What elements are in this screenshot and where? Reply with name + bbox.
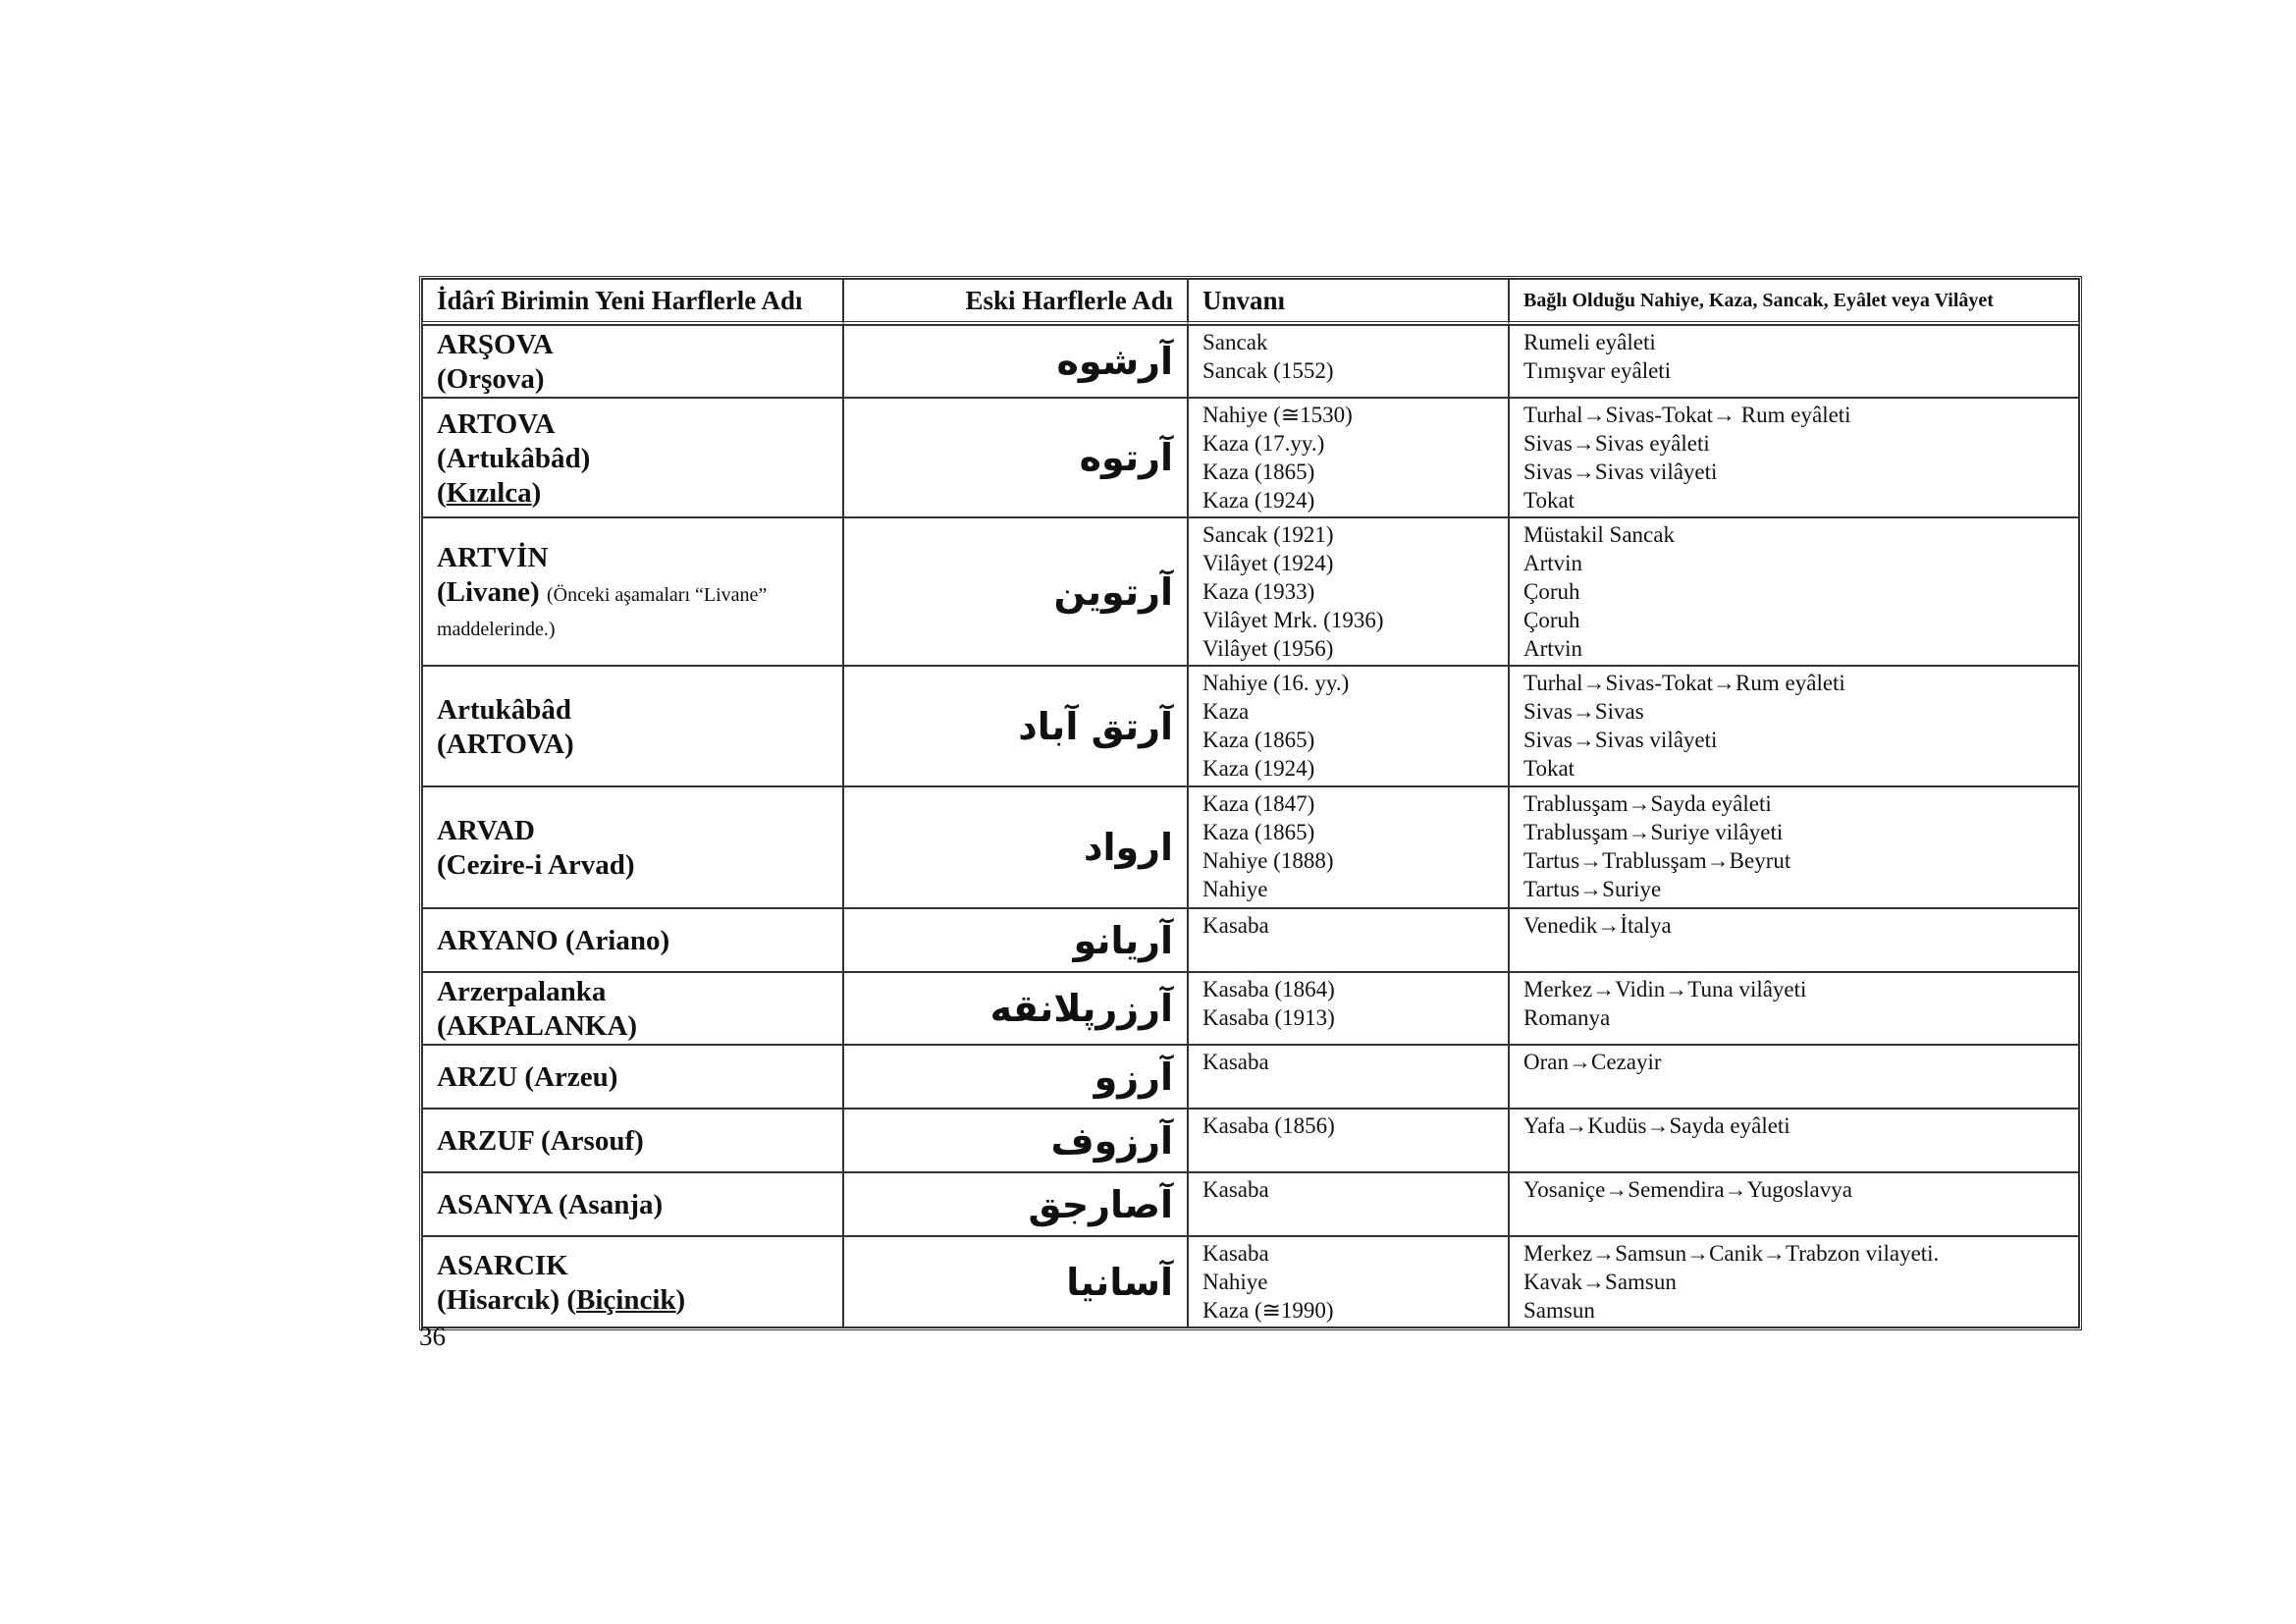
name-line <box>437 1009 828 1044</box>
ottoman-name: آرتق آباد <box>1018 704 1173 748</box>
title-entry: Nahiye <box>1202 1270 1268 1294</box>
affiliation-entry: Artvin <box>1523 636 1583 661</box>
name-line <box>437 362 828 397</box>
modern-name-cell <box>422 1236 843 1327</box>
title-cell <box>1188 325 1509 398</box>
modern-name-cell <box>422 398 843 517</box>
table-row <box>422 398 2079 517</box>
title-cell <box>1188 666 1509 786</box>
affiliation-entry: Kavak→Samsun <box>1523 1270 1677 1294</box>
ottoman-name: آريانو <box>1073 918 1173 962</box>
table-row <box>422 1236 2079 1327</box>
name-line <box>437 924 828 958</box>
name-segment: ARTVİN <box>437 542 549 573</box>
title-entry: Kaza (1865) <box>1202 728 1315 752</box>
affiliation-cell <box>1509 398 2079 517</box>
name-line <box>437 975 828 1009</box>
title-cell <box>1188 398 1509 517</box>
name-line <box>437 328 828 362</box>
name-segment: ARTOVA <box>437 407 556 440</box>
name-line <box>437 1124 828 1159</box>
title-entry: Nahiye <box>1202 877 1268 901</box>
name-segment: ( <box>437 476 447 509</box>
affiliation-entry: Tokat <box>1523 488 1575 513</box>
table-row <box>422 908 2079 972</box>
affiliation-cell <box>1509 1172 2079 1236</box>
affiliation-entry: Venedik→İtalya <box>1523 913 1672 938</box>
title-cell <box>1188 1172 1509 1236</box>
header-modern-name: İdârî Birimin Yeni Harflerle Adı <box>422 279 843 325</box>
ottoman-name-cell <box>843 786 1188 908</box>
name-line <box>437 1060 828 1095</box>
affiliation-entry: Rumeli eyâleti <box>1523 330 1656 354</box>
title-entry: Sancak (1921) <box>1202 522 1334 547</box>
title-entry: Kasaba (1856) <box>1202 1113 1335 1138</box>
name-line <box>437 848 828 883</box>
ottoman-name: آسانيا <box>1066 1260 1173 1304</box>
modern-name-cell <box>422 972 843 1045</box>
title-entry: Kasaba <box>1202 1050 1269 1074</box>
name-line <box>437 693 828 728</box>
affiliation-entry: Tartus→Trablusşam→Beyrut <box>1523 848 1791 873</box>
title-entry: Vilâyet (1924) <box>1202 551 1334 575</box>
ottoman-name: آرزو <box>1094 1055 1173 1099</box>
name-line <box>437 1188 828 1222</box>
name-segment: ARZUF (Arsouf) <box>437 1125 644 1157</box>
modern-name-cell <box>422 1045 843 1109</box>
affiliation-entry: Sivas→Sivas vilâyeti <box>1523 460 1718 484</box>
ottoman-name: آصارجق <box>1028 1182 1173 1226</box>
name-line <box>437 476 828 511</box>
table-header-row <box>422 279 2079 325</box>
name-line <box>437 814 828 848</box>
current-name-underlined: Kızılca <box>446 476 532 509</box>
title-cell <box>1188 517 1509 666</box>
gazetteer-table <box>419 276 2082 1330</box>
ottoman-name: ارواد <box>1083 826 1173 869</box>
affiliation-entry: Tımışvar eyâleti <box>1523 358 1672 383</box>
title-entry: Kaza (1865) <box>1202 820 1315 844</box>
title-entry: Kaza (1924) <box>1202 488 1315 513</box>
name-segment: ARŞOVA <box>437 329 554 360</box>
ottoman-name: آرتوين <box>1053 569 1173 614</box>
ottoman-name: آرشوه <box>1056 340 1173 383</box>
title-entry: Kaza (1924) <box>1202 756 1315 781</box>
ottoman-name-cell <box>843 1236 1188 1327</box>
name-segment: ARYANO (Ariano) <box>437 925 670 956</box>
affiliation-entry: Artvin <box>1523 551 1583 575</box>
affiliation-entry: Müstakil Sancak <box>1523 522 1675 547</box>
ottoman-name-cell <box>843 666 1188 786</box>
ottoman-name-cell <box>843 1109 1188 1172</box>
affiliation-cell <box>1509 666 2079 786</box>
ottoman-name-cell <box>843 1045 1188 1109</box>
title-entry: Nahiye (16. yy.) <box>1202 671 1350 695</box>
header-affiliation: Bağlı Olduğu Nahiye, Kaza, Sancak, Eyâlet veya Vilâyet <box>1509 279 2079 325</box>
page-number: 36 <box>419 1322 446 1351</box>
name-line <box>437 1249 828 1283</box>
name-segment: ARZU (Arzeu) <box>437 1061 618 1093</box>
table-row <box>422 666 2079 786</box>
name-segment: (Artukâbâd) <box>437 442 591 474</box>
affiliation-entry: Çoruh <box>1523 579 1580 604</box>
title-cell <box>1188 1045 1509 1109</box>
ottoman-name-cell <box>843 908 1188 972</box>
ottoman-name: آرتوه <box>1079 436 1173 479</box>
title-entry: Kasaba (1913) <box>1202 1005 1335 1030</box>
table-row <box>422 786 2079 908</box>
ottoman-name-cell <box>843 1172 1188 1236</box>
name-line <box>437 728 828 762</box>
name-segment: (Cezire-i Arvad) <box>437 849 635 881</box>
affiliation-entry: Trablusşam→Sayda eyâleti <box>1523 791 1772 816</box>
affiliation-entry: Oran→Cezayir <box>1523 1050 1662 1074</box>
title-entry: Sancak (1552) <box>1202 358 1334 383</box>
title-cell <box>1188 786 1509 908</box>
ottoman-name-cell <box>843 398 1188 517</box>
title-entry: Kasaba <box>1202 913 1269 938</box>
name-segment: Artukâbâd <box>437 693 571 726</box>
affiliation-entry: Çoruh <box>1523 608 1580 632</box>
affiliation-cell <box>1509 1045 2079 1109</box>
table-row <box>422 1109 2079 1172</box>
affiliation-cell <box>1509 908 2079 972</box>
name-line <box>437 442 828 476</box>
name-line <box>437 541 828 575</box>
title-entry: Sancak <box>1202 330 1268 354</box>
ottoman-name: آرزرپلانقه <box>989 987 1173 1030</box>
name-segment: (AKPALANKA) <box>437 1010 638 1042</box>
title-entry: Kaza (≅1990) <box>1202 1298 1334 1323</box>
affiliation-entry: Tokat <box>1523 756 1575 781</box>
affiliation-entry: Merkez→Vidin→Tuna vilâyeti <box>1523 977 1807 1001</box>
ottoman-name-cell <box>843 325 1188 398</box>
affiliation-cell <box>1509 517 2079 666</box>
name-line <box>437 407 828 442</box>
table-row <box>422 325 2079 398</box>
table-row <box>422 1172 2079 1236</box>
name-segment: (Hisarcık) ( <box>437 1283 577 1316</box>
title-cell <box>1188 972 1509 1045</box>
affiliation-cell <box>1509 972 2079 1045</box>
modern-name-cell <box>422 666 843 786</box>
title-cell <box>1188 1236 1509 1327</box>
affiliation-cell <box>1509 1109 2079 1172</box>
name-note: (Önceki aşamaları “Livane” maddelerinde.) <box>437 584 768 640</box>
title-entry: Nahiye (1888) <box>1202 848 1334 873</box>
affiliation-entry: Turhal→Sivas-Tokat→Rum eyâleti <box>1523 671 1845 695</box>
modern-name-cell <box>422 1109 843 1172</box>
title-entry: Kasaba (1864) <box>1202 977 1335 1001</box>
affiliation-cell <box>1509 1236 2079 1327</box>
title-entry: Vilâyet Mrk. (1936) <box>1202 608 1384 632</box>
title-entry: Kaza (17.yy.) <box>1202 431 1325 456</box>
name-segment: ARVAD <box>437 815 535 846</box>
affiliation-entry: Merkez→Samsun→Canik→Trabzon vilayeti. <box>1523 1241 1940 1266</box>
table-row <box>422 517 2079 666</box>
affiliation-entry: Turhal→Sivas-Tokat→ Rum eyâleti <box>1523 403 1851 427</box>
header-title: Unvanı <box>1188 279 1509 325</box>
current-name-underlined: Biçincik <box>576 1283 676 1316</box>
table-body <box>422 325 2079 1327</box>
title-cell <box>1188 1109 1509 1172</box>
modern-name-cell <box>422 908 843 972</box>
modern-name-cell <box>422 517 843 666</box>
ottoman-name: آرزوف <box>1050 1118 1173 1163</box>
header-ottoman-name: Eski Harflerle Adı <box>843 279 1188 325</box>
name-segment: ) <box>531 476 542 509</box>
title-entry: Vilâyet (1956) <box>1202 636 1334 661</box>
affiliation-cell <box>1509 786 2079 908</box>
name-segment: (Livane) <box>437 576 540 608</box>
title-cell <box>1188 908 1509 972</box>
name-segment: Arzerpalanka <box>437 976 607 1007</box>
affiliation-cell <box>1509 325 2079 398</box>
affiliation-entry: Sivas→Sivas <box>1523 699 1644 724</box>
title-entry: Nahiye (≅1530) <box>1202 403 1353 427</box>
affiliation-entry: Romanya <box>1523 1005 1611 1030</box>
affiliation-entry: Sivas→Sivas eyâleti <box>1523 431 1710 456</box>
name-segment: ) <box>675 1283 686 1316</box>
ottoman-name-cell <box>843 972 1188 1045</box>
affiliation-entry: Samsun <box>1523 1298 1595 1323</box>
title-entry: Kaza (1865) <box>1202 460 1315 484</box>
title-entry: Kaza (1933) <box>1202 579 1315 604</box>
affiliation-entry: Sivas→Sivas vilâyeti <box>1523 728 1718 752</box>
title-entry: Kaza <box>1202 699 1250 724</box>
title-entry: Kasaba <box>1202 1241 1269 1266</box>
ottoman-name-cell <box>843 517 1188 666</box>
affiliation-entry: Yosaniçe→Semendira→Yugoslavya <box>1523 1177 1852 1202</box>
name-segment: (Orşova) <box>437 363 545 395</box>
name-segment: (ARTOVA) <box>437 728 574 760</box>
name-segment: ASANYA (Asanja) <box>437 1189 664 1220</box>
modern-name-cell <box>422 325 843 398</box>
name-line <box>437 576 540 608</box>
name-line <box>437 1283 828 1318</box>
gazetteer-table-container <box>419 276 2076 1330</box>
title-entry: Kaza (1847) <box>1202 791 1315 816</box>
title-entry: Kasaba <box>1202 1177 1269 1202</box>
affiliation-entry: Trablusşam→Suriye vilâyeti <box>1523 820 1784 844</box>
table-row <box>422 1045 2079 1109</box>
table-row <box>422 972 2079 1045</box>
modern-name-cell <box>422 786 843 908</box>
affiliation-entry: Tartus→Suriye <box>1523 877 1662 901</box>
affiliation-entry: Yafa→Kudüs→Sayda eyâleti <box>1523 1113 1790 1138</box>
modern-name-cell <box>422 1172 843 1236</box>
name-segment: ASARCIK <box>437 1249 568 1281</box>
